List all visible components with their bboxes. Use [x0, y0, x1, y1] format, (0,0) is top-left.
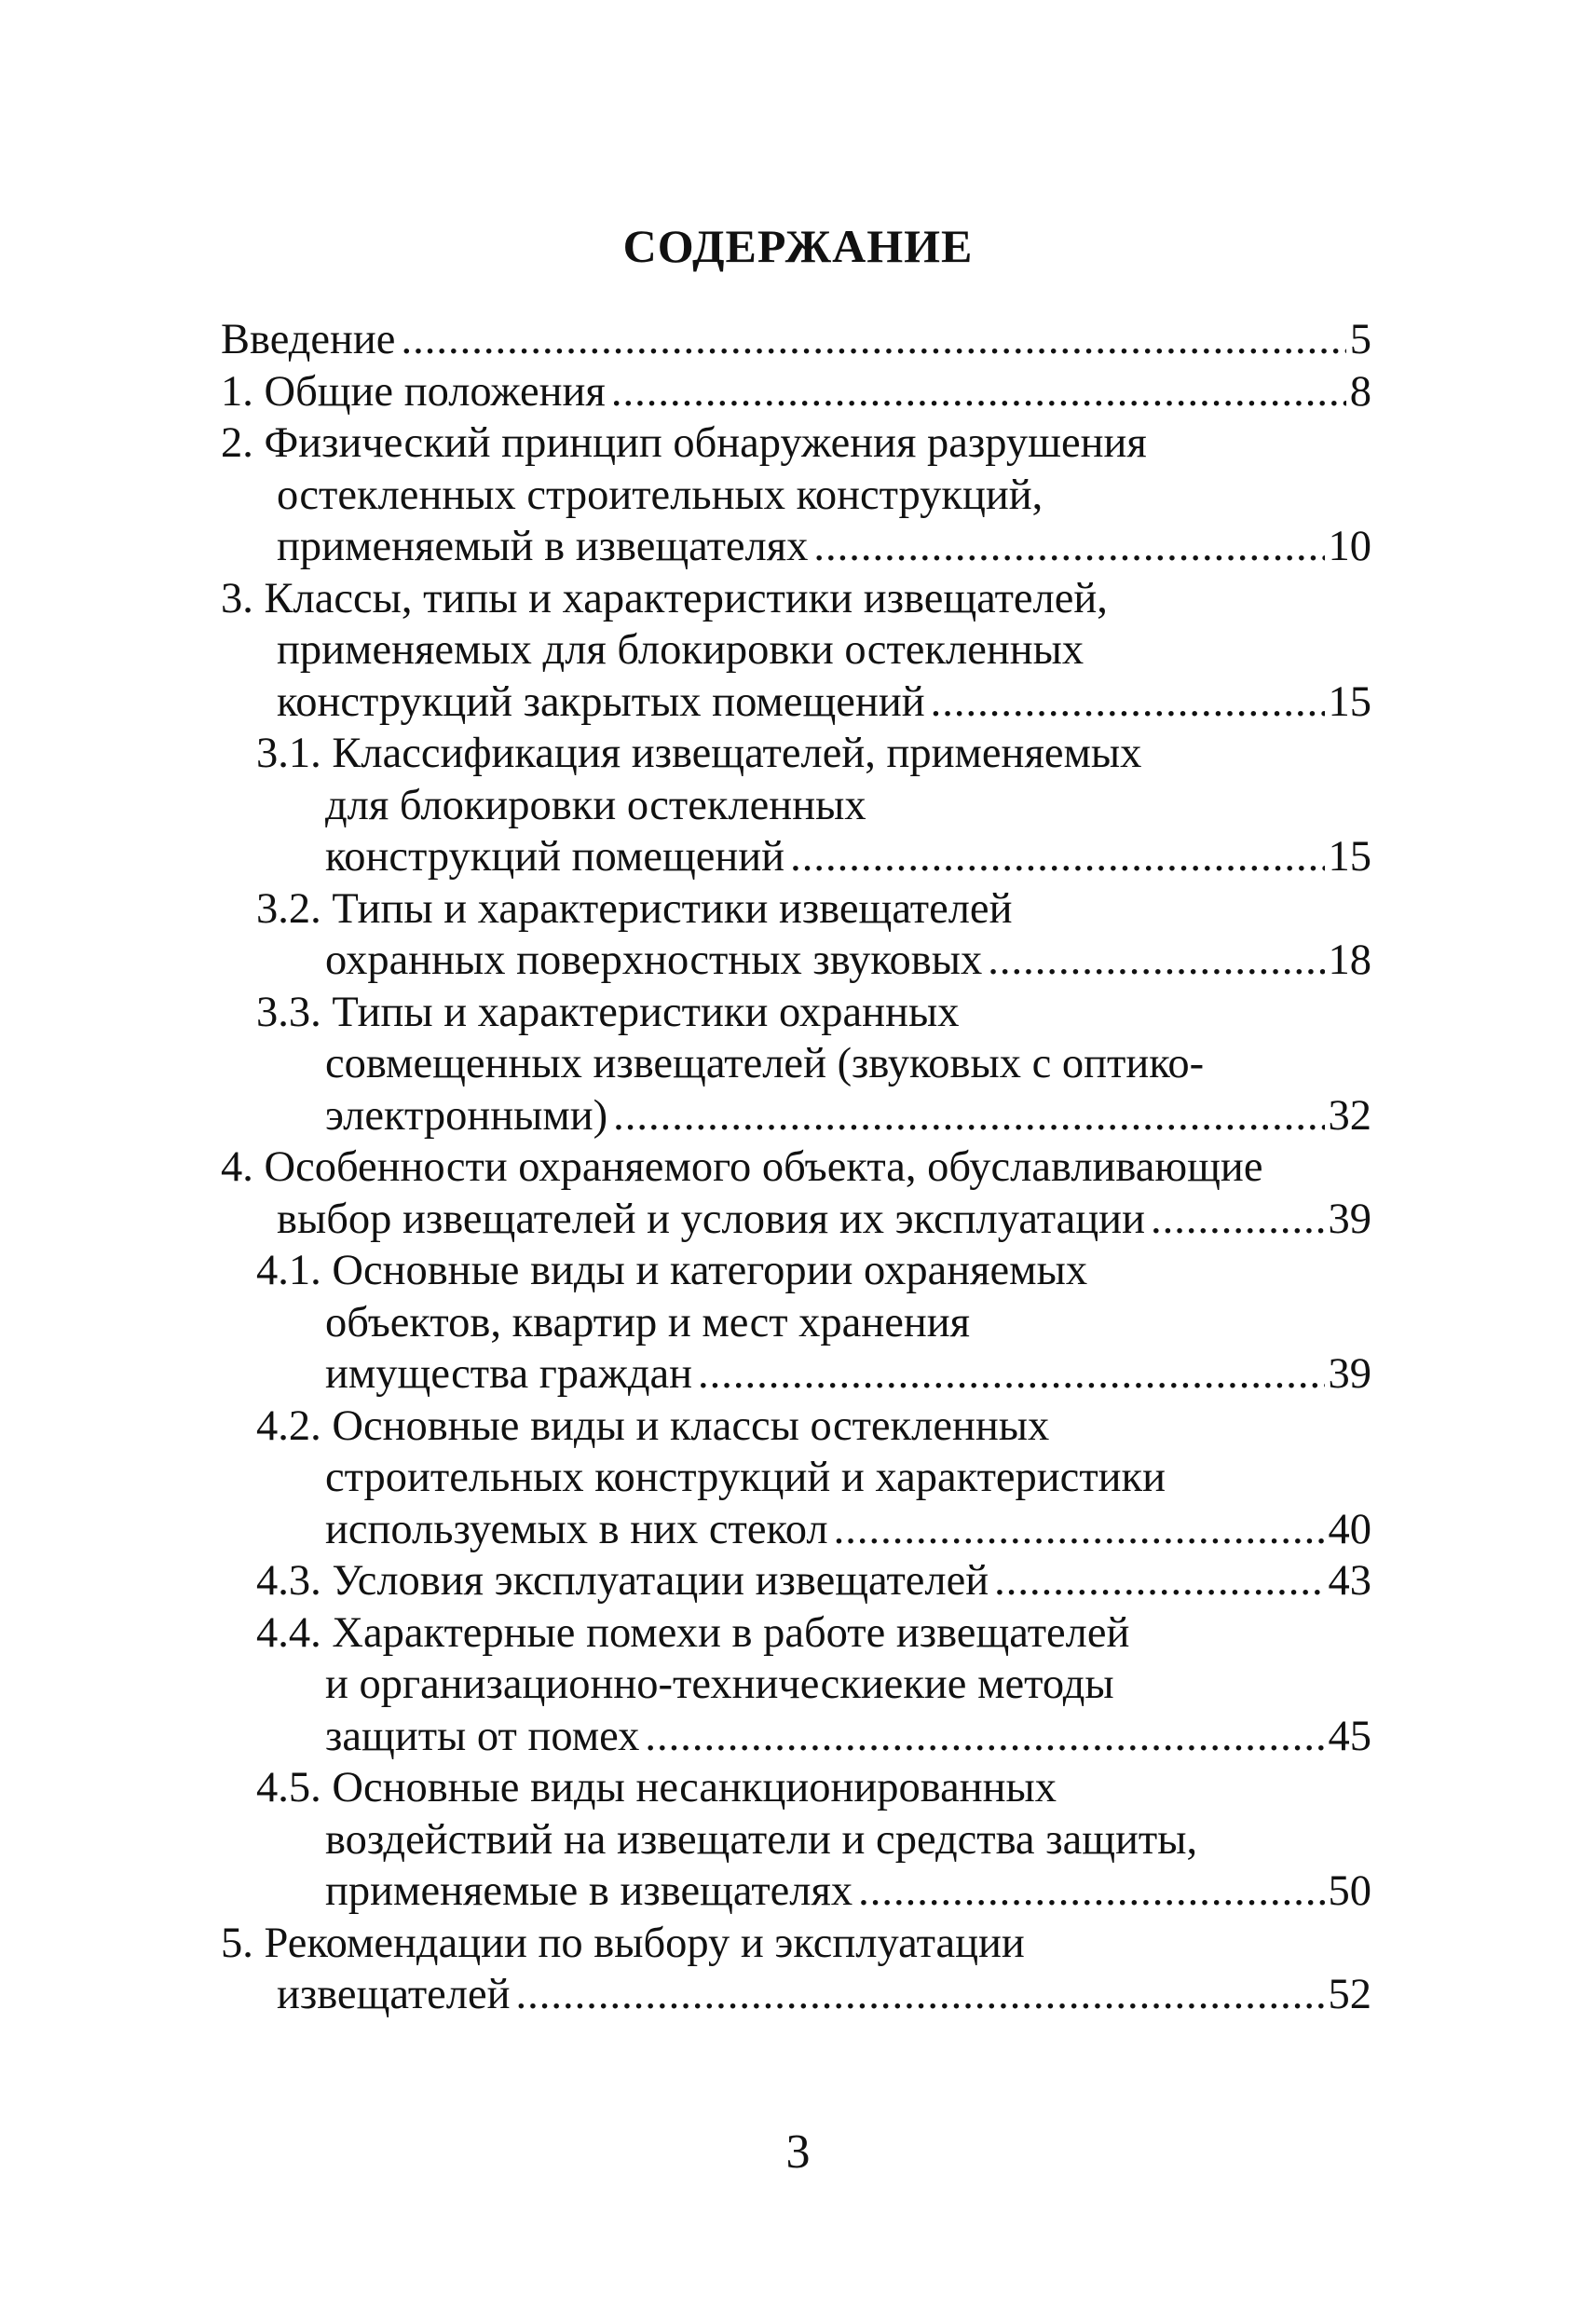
- toc-entry-text: объектов, квартир и мест хранения: [325, 1298, 971, 1346]
- toc-entry-text: остекленных строительных конструкций,: [277, 471, 1044, 519]
- toc-entry-text: 4.4. Характерные помехи в работе извещателей: [256, 1608, 1130, 1657]
- toc-entry-page: 39: [1328, 1195, 1371, 1243]
- toc-entry-text: 4.2. Основные виды и классы остекленных: [256, 1401, 1050, 1450]
- toc-entry-text: 4.3. Условия эксплуатации извещателей: [256, 1557, 989, 1605]
- toc-entry-line: [221, 1245, 1371, 1297]
- toc-entry-text: совмещенных извещателей (звуковых с оптико-: [325, 1040, 1205, 1087]
- toc-entry-page: 10: [1328, 523, 1371, 570]
- toc-entry-text: охранных поверхностных звуковых: [325, 936, 983, 984]
- page-number: 3: [785, 2125, 811, 2179]
- toc-leader-dots: [834, 1504, 1325, 1556]
- toc-entry-text: выбор извещателей и условия их эксплуатации: [277, 1195, 1145, 1243]
- toc-entry-text: 2. Физический принцип обнаружения разрушения: [221, 419, 1147, 467]
- toc-entry-text: конструкций помещений: [325, 833, 785, 881]
- toc-entry-line: [221, 780, 1371, 832]
- toc-leader-dots: [813, 521, 1324, 573]
- toc-entry-text: 4.5. Основные виды несанкционированных: [256, 1764, 1057, 1811]
- toc-entry-text: 3.2. Типы и характеристики извещателей: [256, 884, 1013, 933]
- toc-entry-text: 3. Классы, типы и характеристики извещателей,: [221, 574, 1108, 622]
- toc-entry-line: [221, 573, 1371, 625]
- toc-entry-line: [221, 1090, 1371, 1142]
- table-of-contents: [221, 314, 1371, 2021]
- toc-entry-line: [221, 1918, 1371, 1970]
- toc-entry-line: [221, 831, 1371, 883]
- toc-entry-text: 3.3. Типы и характеристики охранных: [256, 988, 960, 1036]
- toc-entry-page: 45: [1328, 1712, 1371, 1760]
- toc-leader-dots: [994, 1555, 1324, 1607]
- toc-entry-page: 43: [1328, 1557, 1371, 1605]
- toc-entry-line: [221, 417, 1371, 470]
- toc-entry-text: применяемых для блокировки остекленных: [277, 626, 1084, 674]
- toc-entry-text: защиты от помех: [325, 1712, 640, 1760]
- toc-leader-dots: [613, 1090, 1324, 1142]
- toc-entry-line: [221, 521, 1371, 573]
- toc-entry-line: [221, 728, 1371, 780]
- toc-leader-dots: [401, 314, 1345, 366]
- toc-entry-text: применяемые в извещателях: [325, 1867, 853, 1915]
- toc-entry-text: Введение: [221, 316, 396, 363]
- toc-entry-text: для блокировки остекленных: [325, 781, 866, 829]
- toc-entry-line: [221, 1814, 1371, 1866]
- toc-entry-line: [221, 1452, 1371, 1504]
- toc-entry-line: [221, 314, 1371, 366]
- toc-entry-text: 4.1. Основные виды и категории охраняемых: [256, 1247, 1088, 1294]
- toc-entry-line: [221, 1659, 1371, 1711]
- toc-entry-text: 3.1. Классификация извещателей, применяемых: [256, 730, 1142, 777]
- toc-entry-text: имущества граждан: [325, 1350, 693, 1398]
- toc-leader-dots: [790, 831, 1324, 883]
- toc-leader-dots: [858, 1866, 1324, 1918]
- toc-entry-page: 15: [1328, 833, 1371, 881]
- toc-entry-line: [221, 1401, 1371, 1453]
- toc-entry-page: 50: [1328, 1867, 1371, 1915]
- toc-entry-page: 52: [1328, 1971, 1371, 2018]
- toc-leader-dots: [611, 366, 1346, 418]
- toc-entry-text: используемых в них стекол: [325, 1505, 828, 1553]
- toc-entry-line: [221, 1141, 1371, 1194]
- toc-entry-text: извещателей: [277, 1971, 511, 2018]
- toc-entry-line: [221, 1038, 1371, 1090]
- toc-entry-page: 39: [1328, 1350, 1371, 1398]
- toc-entry-line: [221, 1607, 1371, 1660]
- toc-entry-text: 1. Общие положения: [221, 367, 606, 416]
- toc-entry-line: [221, 1297, 1371, 1349]
- toc-entry-page: 18: [1328, 936, 1371, 984]
- toc-entry-text: электронными): [325, 1091, 608, 1140]
- toc-leader-dots: [1151, 1194, 1325, 1246]
- toc-entry-page: 32: [1328, 1091, 1371, 1140]
- toc-entry-line: [221, 1555, 1371, 1607]
- toc-entry-text: 5. Рекомендации по выбору и эксплуатации: [221, 1919, 1025, 1967]
- toc-entry-line: [221, 935, 1371, 987]
- toc-entry-page: 40: [1328, 1505, 1371, 1553]
- toc-entry-line: [221, 883, 1371, 936]
- toc-entry-text: и организационно-техническиекие методы: [325, 1661, 1114, 1708]
- toc-entry-text: применяемый в извещателях: [277, 523, 809, 570]
- toc-leader-dots: [516, 1969, 1325, 2021]
- toc-leader-dots: [988, 935, 1324, 987]
- toc-entry-line: [221, 366, 1371, 418]
- toc-entry-text: строительных конструкций и характеристики: [325, 1454, 1166, 1501]
- toc-leader-dots: [645, 1711, 1324, 1763]
- toc-entry-line: [221, 987, 1371, 1039]
- toc-entry-page: 15: [1328, 677, 1371, 726]
- toc-entry-line: [221, 1762, 1371, 1814]
- toc-entry-line: [221, 1504, 1371, 1556]
- toc-leader-dots: [931, 677, 1325, 729]
- toc-entry-line: [221, 470, 1371, 522]
- toc-entry-text: воздействий на извещатели и средства защиты,: [325, 1815, 1198, 1864]
- toc-entry-text: 4. Особенности охраняемого объекта, обуславливающие: [221, 1143, 1263, 1191]
- toc-entry-page: 8: [1349, 367, 1371, 416]
- toc-entry-page: 5: [1349, 316, 1371, 363]
- toc-entry-line: [221, 1969, 1371, 2021]
- toc-entry-line: [221, 1348, 1371, 1401]
- toc-entry-text: конструкций закрытых помещений: [277, 677, 925, 726]
- toc-heading: СОДЕРЖАНИЕ: [622, 220, 974, 272]
- toc-leader-dots: [698, 1348, 1324, 1401]
- toc-entry-line: [221, 624, 1371, 677]
- toc-entry-line: [221, 1711, 1371, 1763]
- toc-entry-line: [221, 677, 1371, 729]
- toc-entry-line: [221, 1194, 1371, 1246]
- toc-entry-line: [221, 1866, 1371, 1918]
